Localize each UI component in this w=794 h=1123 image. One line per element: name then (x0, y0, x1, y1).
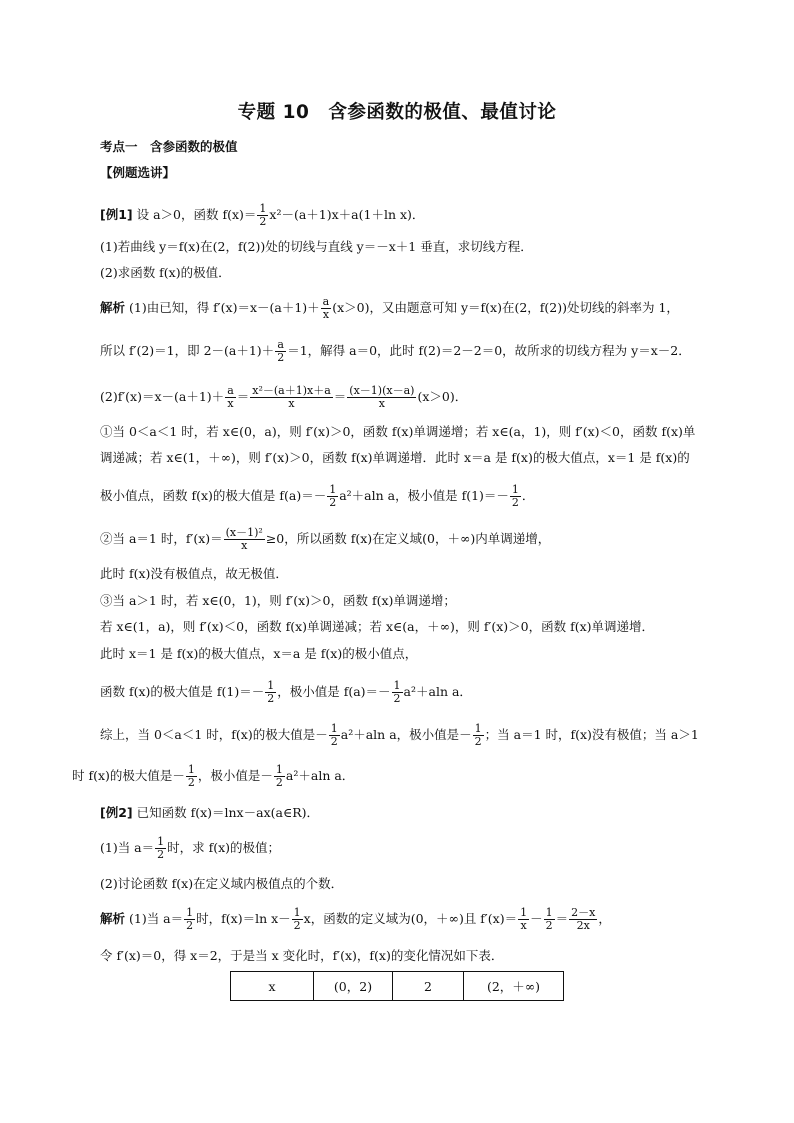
solution1-line9: ③当 a＞1 时，若 x∈(0，1)，则 f′(x)＞0，函数 f(x)单调递增； (100, 593, 456, 608)
fraction: $\frac{1}{2}$ (157, 835, 165, 861)
solution1-line3: (2)f′(x)＝x－(a＋1)＋ $\frac{a}{x}$ ＝ $\frac{\text{x²－(a＋1)x＋a}}{x}$ ＝ $\frac{(x-1)(x-a)}{x}$ (x＞0)． (100, 384, 468, 410)
fraction: $\frac{1}{2}$ (393, 679, 401, 705)
example2-statement: [例2] 已知函数 f(x)＝lnx－ax(a∈R)． (100, 805, 319, 820)
fraction: $\frac{1}{x}$ (520, 906, 528, 932)
solution1-line11: 此时 x＝1 是 f(x)的极大值点，x＝a 是 f(x)的极小值点， (100, 646, 418, 661)
solution1-line10: 若 x∈(1，a)，则 f′(x)＜0，函数 f(x)单调递减；若 x∈(a，＋∞)，则 f′(x)＞0，函数 f(x)单调递增． (100, 619, 655, 634)
fraction: $\frac{1}{2}$ (545, 906, 553, 932)
fraction: $\frac{(x-1)(x-a)}{x}$ (349, 384, 415, 410)
table-cell: (0，2) (314, 972, 393, 1001)
solution1-line7: ②当 a＝1 时，f′(x)＝ $\frac{\text{(x－1)²}}{x}$ ≥0，所以函数 f(x)在定义域(0，＋∞)内单调递增， (100, 526, 551, 552)
solution2-line2: 令 f′(x)＝0，得 x＝2，于是当 x 变化时，f′(x)，f(x)的变化情况如下表． (100, 948, 504, 963)
solution1-line5: 调递减；若 x∈(1，＋∞)，则 f′(x)＞0，函数 f(x)单调递增．此时 x＝a 是 f(x)的极大值点，x＝1 是 f(x)的 (100, 450, 690, 465)
example2-question1: (1)当 a＝ $\frac{1}{2}$ 时，求 f(x)的极值； (100, 835, 281, 861)
fraction: $\frac{1}{2}$ (186, 906, 194, 932)
solution1-line13: 综上，当 0＜a＜1 时，f(x)的极大值是－ $\frac{1}{2}$ a²＋aln a，极小值是－ $\frac{1}{2}$ ；当 a＝1 时，f(x)没有极值；当 a＞1 (100, 722, 699, 748)
solution1-line6: 极小值点，函数 f(x)的极大值是 f(a)＝－ $\frac{1}{2}$ a²＋aln a，极小值是 f(1)＝－ $\frac{1}{2}$ ． (100, 483, 535, 509)
fraction: $\frac{1}{2}$ (511, 483, 519, 509)
page-title: 专题 10 含参函数的极值、最值讨论 (237, 102, 557, 123)
example1-question2: (2)求函数 f(x)的极值． (100, 265, 231, 280)
fraction: $\frac{1}{2}$ (293, 906, 301, 932)
example1-intro-a: 设 a＞0，函数 f(x)＝ (136, 207, 257, 222)
section-heading: 考点一 含参函数的极值 (100, 139, 238, 154)
solution1-line2: 所以 f′(2)＝1，即 2－(a＋1)＋ $\frac{a}{2}$ ＝1，解得 a＝0，此时 f(2)＝2－2＝0，故所求的切线方程为 y＝x－2． (100, 338, 691, 364)
example2-question2: (2)讨论函数 f(x)在定义域内极值点的个数． (100, 876, 344, 891)
fraction: $\frac{1}{2}$ (330, 722, 338, 748)
fraction: $\frac{1}{2}$ (259, 202, 267, 228)
fraction: $\frac{a}{x}$ (227, 384, 234, 410)
fraction: $\frac{1}{2}$ (267, 679, 275, 705)
sub-heading: 【例题选讲】 (100, 165, 176, 180)
variation-table (230, 971, 564, 1001)
fraction: $\frac{1}{2}$ (474, 722, 482, 748)
table-cell: (2，＋∞) (464, 972, 564, 1001)
table-cell: x (231, 972, 314, 1001)
fraction: $\frac{1}{2}$ (329, 483, 337, 509)
solution1-line4: ①当 0＜a＜1 时，若 x∈(0，a)，则 f′(x)＞0，函数 f(x)单调递增；若 x∈(a，1)，则 f′(x)＜0，函数 f(x)单 (100, 424, 696, 439)
table-cell: 2 (393, 972, 464, 1001)
fraction: $\frac{a}{2}$ (277, 338, 285, 364)
fraction: $\frac{a}{x}$ (322, 295, 330, 321)
solution1-line14: 时 f(x)的极大值是－ $\frac{1}{2}$ ，极小值是－ $\frac{1}{2}$ a²＋aln a． (72, 763, 355, 789)
solution1-line1: 解析 (1)由已知，得 f′(x)＝x－(a＋1)＋ $\frac{a}{x}$ (x＞0)，又由题意可知 y＝f(x)在(2，f(2))处切线的斜率为 1， (100, 295, 679, 321)
fraction: $\frac{\text{x²－(a＋1)x＋a}}{x}$ (252, 384, 331, 410)
example1-label: [例1] (100, 207, 133, 222)
fraction: $\frac{2-x}{2x}$ (571, 906, 596, 932)
solution-label: 解析 (100, 300, 126, 315)
example2-label: [例2] (100, 805, 133, 820)
example1-intro-b: x²－(a＋1)x＋a(1＋ln x)． (269, 207, 425, 222)
solution1-line12: 函数 f(x)的极大值是 f(1)＝－ $\frac{1}{2}$ ，极小值是 f(a)＝－ $\frac{1}{2}$ a²＋aln a． (100, 679, 472, 705)
example1-statement (100, 203, 730, 228)
fraction: $\frac{1}{2}$ (275, 763, 283, 789)
solution2-line1: 解析 (1)当 a＝ $\frac{1}{2}$ 时，f(x)＝ln x－ $\frac{1}{2}$ x，函数的定义域为(0，＋∞)且 f′(x)＝ $\frac{1}{x}$ － $\frac{1}{2}$ ＝ $\frac{2-x}{2x}$ ， (100, 906, 611, 932)
example1-question1: (1)若曲线 y＝f(x)在(2，f(2))处的切线与直线 y＝－x＋1 垂直，求切线方程． (100, 239, 533, 254)
table-row (231, 972, 564, 1001)
fraction: $\frac{1}{2}$ (187, 763, 195, 789)
fraction: $\frac{\text{(x－1)²}}{x}$ (225, 526, 263, 552)
solution1-line8: 此时 f(x)没有极值点，故无极值． (100, 566, 288, 581)
solution-label: 解析 (100, 911, 126, 926)
